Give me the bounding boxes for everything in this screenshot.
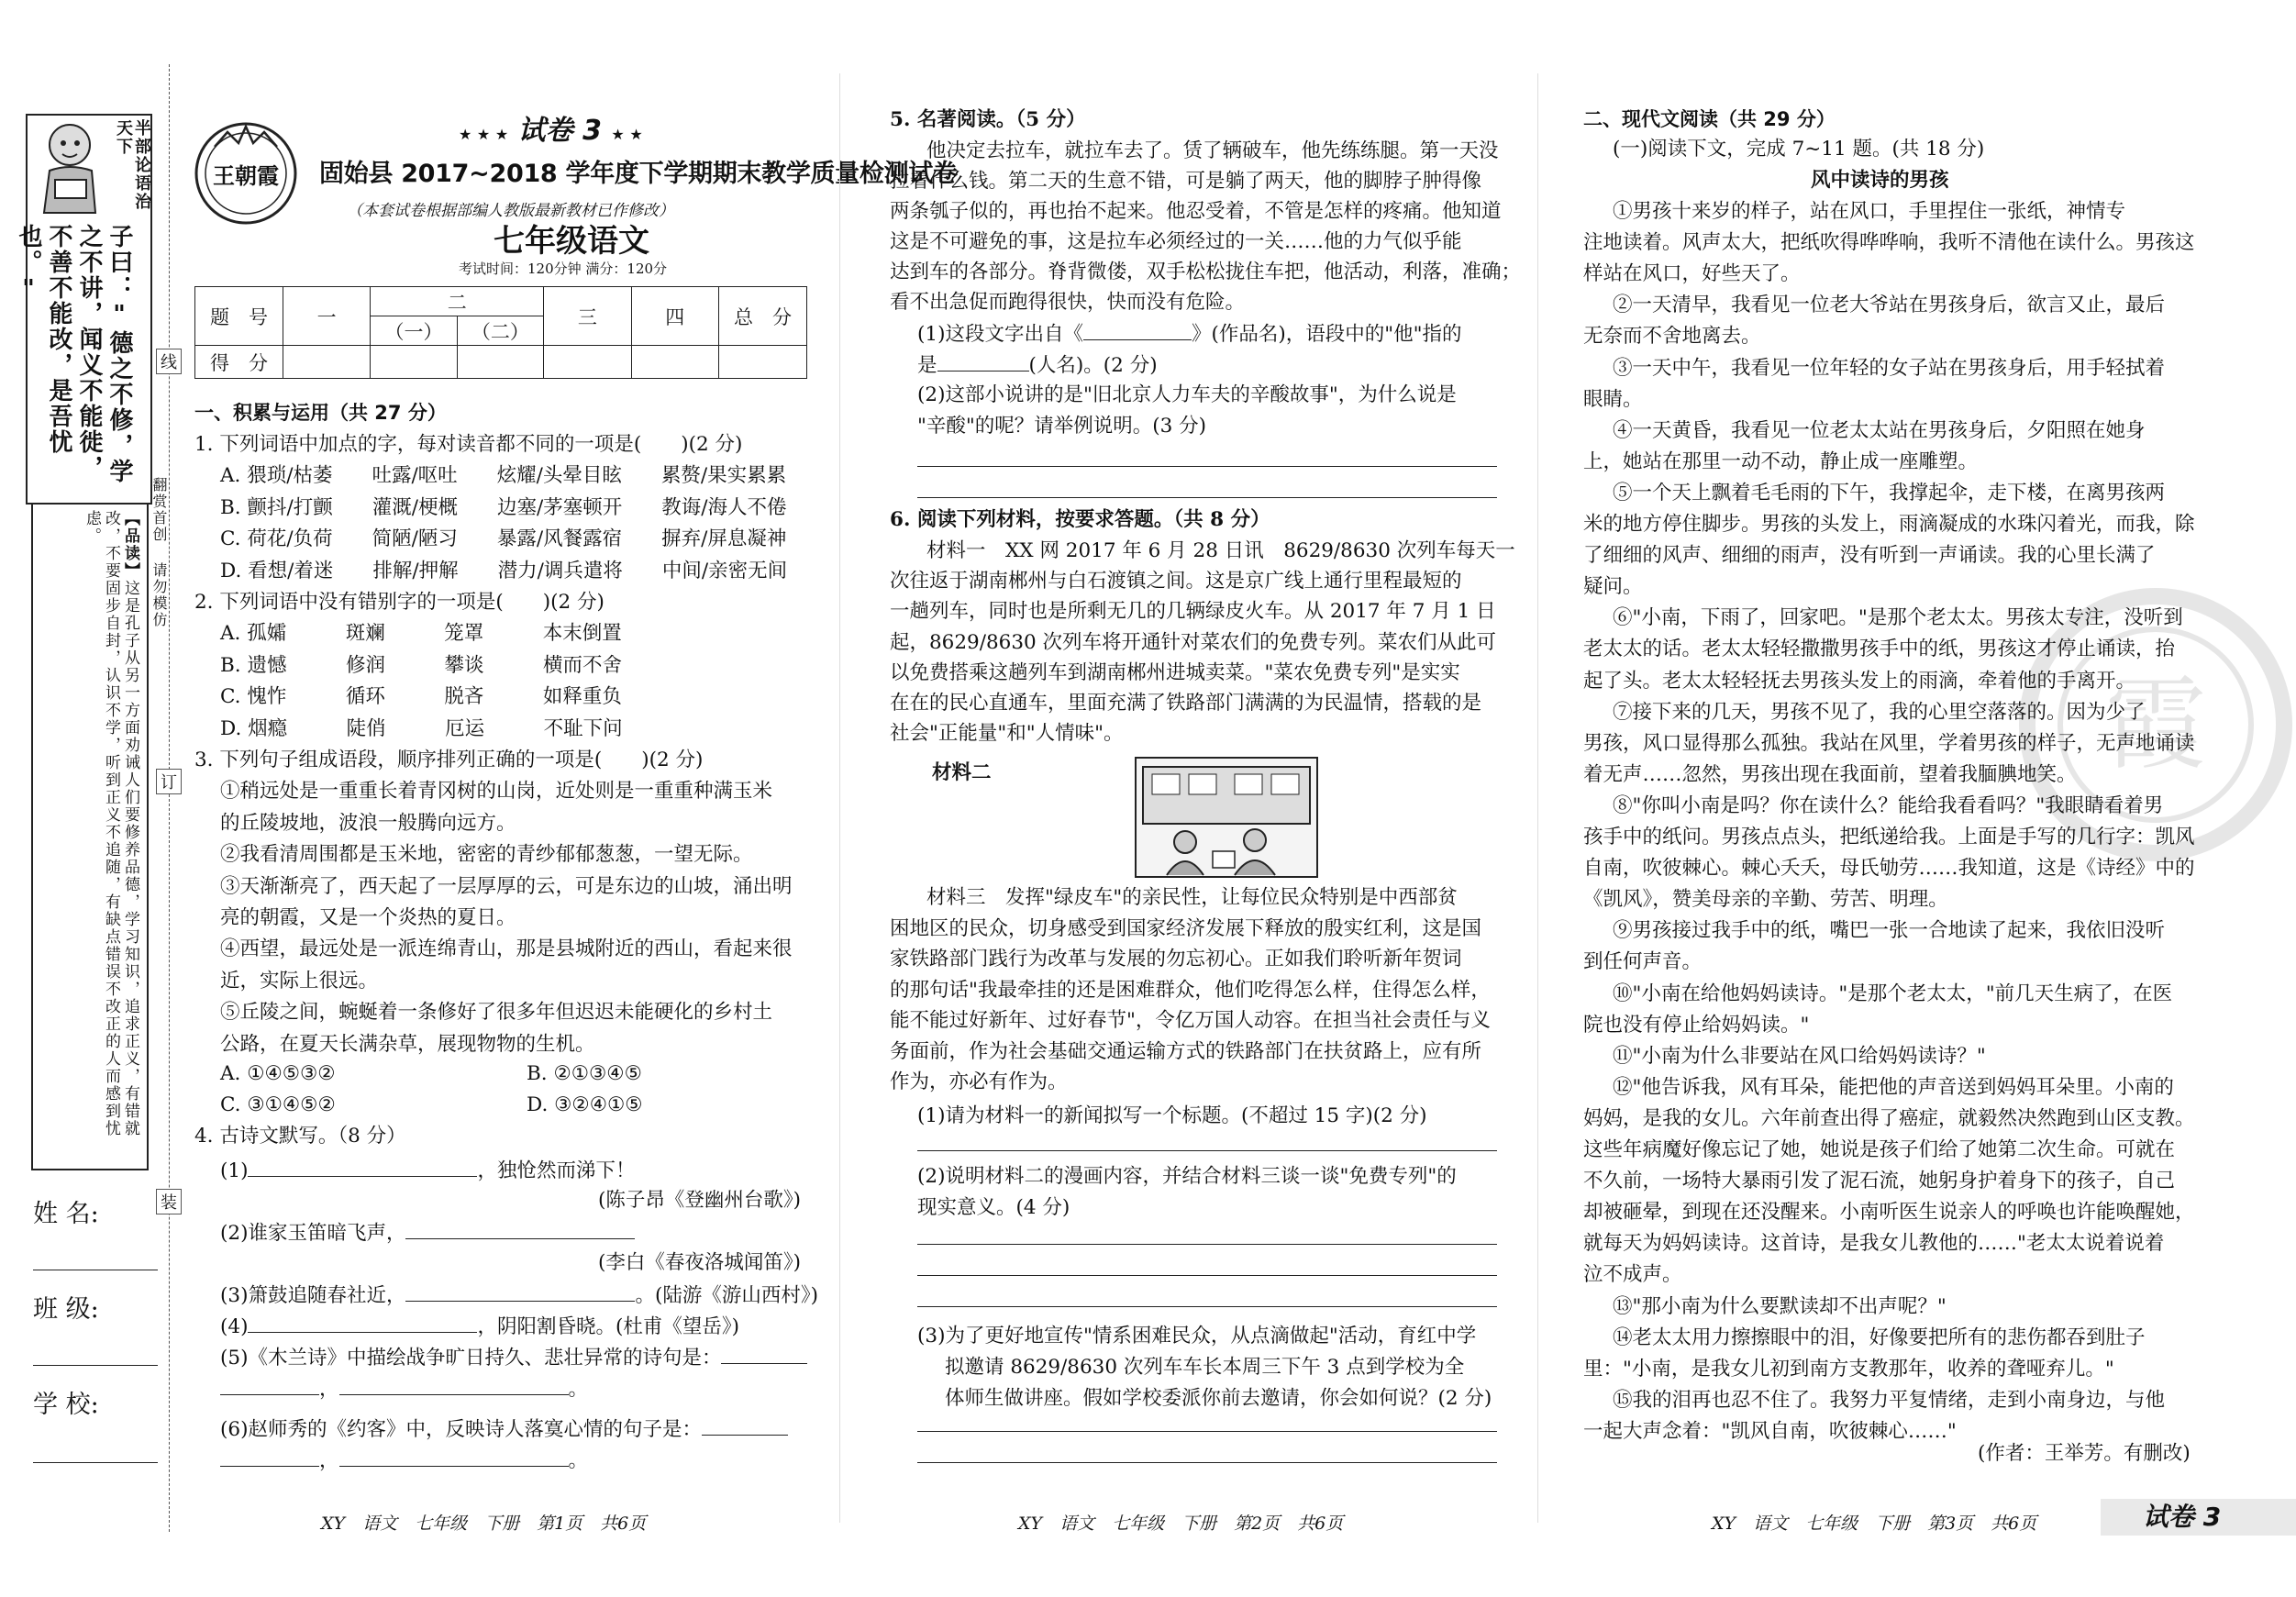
name-label: 姓 名: xyxy=(33,1200,99,1228)
svg-text:霞: 霞 xyxy=(2105,666,2206,783)
q4-1: (1) ，独怆然而涕下！ xyxy=(220,1159,636,1182)
q4-6: (6)赵师秀的《约客》中，反映诗人落寞心情的句子是： xyxy=(220,1418,788,1440)
text-line: 1. 下列词语中加点的字，每对读音都不同的一项是( )(2 分) xyxy=(194,433,743,456)
score-sub-2: （二） xyxy=(457,316,543,346)
text-line: 就每天为妈妈读诗。这首诗，是我女儿教他的……"老太太说着说着 xyxy=(1583,1232,2165,1256)
text-line: 孩手中的纸问。男孩点点头，把纸递给我。上面是手写的几行字：凯风 xyxy=(1583,826,2195,848)
q3-option-c: C. ③①④⑤② xyxy=(220,1093,336,1116)
score-sub-1: （一） xyxy=(371,316,457,346)
class-label: 班 级: xyxy=(33,1295,99,1324)
text-line: ⑥"小南，下雨了，回家吧。"是那个老太太。男孩太专注，没听到 xyxy=(1613,606,2183,630)
answer-line[interactable] xyxy=(917,1462,1497,1463)
column-divider xyxy=(1537,73,1538,1523)
text-line: 在在的民心直通车，里面充满了铁路部门满满的为民温情，搭载的是 xyxy=(890,692,1482,715)
text-line: 一起大声念着："凯风自南，吹彼棘心……" xyxy=(1583,1419,1957,1443)
answer-blank[interactable] xyxy=(248,1315,477,1333)
q5-2: (2)这部小说讲的是"旧北京人力车夫的辛酸故事"，为什么说是 xyxy=(917,383,1457,406)
score-cell[interactable] xyxy=(371,346,457,379)
q6-3: (3)为了更好地宣传"情系困难民众，从点滴做起"活动，育红中学 xyxy=(917,1325,1477,1347)
score-cell[interactable] xyxy=(719,346,807,379)
text-line: ⑫"他告诉我，风有耳朵，能把他的声音送到妈妈耳朵里。小南的 xyxy=(1613,1075,2174,1099)
edition-note: （本套试卷根据部编人教版最新教材已作修改） xyxy=(347,202,674,220)
answer-blank[interactable] xyxy=(220,1449,319,1467)
text-line: 无奈而不舍地离去。 xyxy=(1583,325,1761,349)
text-line: 样站在风口，好些天了。 xyxy=(1583,262,1801,286)
score-table xyxy=(194,286,807,379)
motto-label: 半部论语治天下 xyxy=(114,119,151,211)
text-line: 了细细的风声、细细的雨声，没有听到一声诵读。我的心里长满了 xyxy=(1583,544,2156,568)
q5-heading: 5. 名著阅读。（5 分） xyxy=(890,108,1086,131)
exam-time-info: 考试时间：120分钟 满分：120分 xyxy=(459,261,668,277)
text-line: 看不出急促而跑得很快，快而没有危险。 xyxy=(890,291,1246,314)
footer-badge-text: 试卷 3 xyxy=(2143,1502,2222,1532)
q6-1: (1)请为材料一的新闻拟写一个标题。(不超过 15 字)(2 分) xyxy=(917,1104,1427,1127)
score-header-3: 三 xyxy=(544,287,631,346)
answer-blank[interactable] xyxy=(937,354,1029,372)
answer-blank[interactable] xyxy=(339,1449,569,1467)
text-line: 自南，吹彼棘心。棘心夭夭，母氏劬劳……我知道，这是《诗经》中的 xyxy=(1583,857,2195,881)
fold-line xyxy=(169,64,170,1532)
class-field[interactable] xyxy=(33,1365,158,1366)
text-line: 一趟列车，同时也是所剩无几的几辆绿皮火车。从 2017 年 7 月 1 日 xyxy=(890,600,1496,624)
text-line: 老太太的话。老太太轻轻撒撒男孩手中的纸，男孩这才停止诵读，抬 xyxy=(1583,638,2176,661)
text-line: 近，实际上很远。 xyxy=(220,969,379,993)
pindu-label: 【品读】 xyxy=(121,510,139,580)
text-line: 米的地方停住脚步。男孩的头发上，雨滴凝成的水珠闪着光，而我，除 xyxy=(1583,513,2195,536)
text-line: ③一天中午，我看见一位年轻的女子站在男孩身后，用手轻拭着 xyxy=(1613,356,2166,380)
text-line: ④一天黄昏，我看见一位老太太站在男孩身后，夕阳照在她身 xyxy=(1613,418,2146,442)
score-cell[interactable] xyxy=(631,346,718,379)
fold-label-2: 订 xyxy=(156,769,182,794)
q4-5: (5)《木兰诗》中描绘战争旷日持久、悲壮异常的诗句是： xyxy=(220,1347,807,1369)
text-line: ⑭老太太用力擦擦眼中的泪，好像要把所有的悲伤都吞到肚子 xyxy=(1613,1325,2146,1349)
text-line: 家铁路部门践行为改革与发展的勿忘初心。正如我们聆听新年贺词 xyxy=(890,948,1462,970)
answer-blank[interactable] xyxy=(220,1378,319,1395)
answer-blank[interactable] xyxy=(248,1159,477,1177)
answer-line[interactable] xyxy=(917,1244,1497,1245)
text-line: 到任何声音。 xyxy=(1583,950,1703,974)
answer-line[interactable] xyxy=(917,1306,1497,1307)
q4-1-source: (陈子昂《登幽州台歌》) xyxy=(598,1189,802,1212)
text-line: ⑬"那小南为什么要默读却不出声呢？" xyxy=(1613,1294,1947,1318)
text-line: 达到车的各部分。脊背微偻，双手松松拢住车把，他活动，利落，准确； xyxy=(890,261,1522,283)
answer-blank[interactable] xyxy=(1083,323,1192,340)
answer-blank[interactable] xyxy=(702,1418,788,1436)
text-line: 里："小南，是我女儿初到南方支教那年，收养的聋哑弃儿。" xyxy=(1583,1357,2114,1381)
answer-blank[interactable] xyxy=(339,1378,569,1395)
svg-text:王朝霞: 王朝霞 xyxy=(213,162,279,189)
score-row-label: 得 分 xyxy=(195,346,283,379)
answer-line[interactable] xyxy=(917,497,1497,498)
answer-blank[interactable] xyxy=(721,1347,807,1364)
text-line: 这是不可避免的事，这是拉车必须经过的一关……他的力气似乎能 xyxy=(890,230,1462,253)
q3-option-a: A. ①④⑤③② xyxy=(220,1062,336,1085)
q5-1: (1)这段文字出自《 》(作品名)，语段中的"他"指的 xyxy=(917,323,1462,346)
text-line: 作为，亦必有作为。 xyxy=(890,1070,1068,1093)
text-line: 却被砸晕，到现在还没醒来。小南听医生说亲人的呼唤也许能唤醒她， xyxy=(1583,1201,2195,1225)
text-line: 不久前，一场特大暴雨引发了泥石流，她躬身护着身下的孩子，自己 xyxy=(1583,1170,2176,1193)
article-title: 风中读诗的男孩 xyxy=(1811,169,1949,192)
q6-heading: 6. 阅读下列材料，按要求答题。（共 8 分） xyxy=(890,508,1270,531)
text-line: ⑦接下来的几天，男孩不见了，我的心里空落落的。因为少了 xyxy=(1613,700,2146,724)
answer-blank[interactable] xyxy=(405,1284,635,1302)
star-icon: ★ ★ ★ xyxy=(459,126,509,143)
school-label: 学 校: xyxy=(33,1391,99,1419)
page-footer-3: XY 语文 七年级 下册 第3页 共6页 xyxy=(1712,1514,2037,1534)
score-header-4: 四 xyxy=(631,287,718,346)
section-1-heading: 一、积累与运用（共 27 分） xyxy=(194,402,447,424)
answer-line[interactable] xyxy=(917,1431,1497,1432)
text-line: ③天渐渐亮了，西天起了一层厚厚的云，可是东边的山坡，涌出明 xyxy=(220,874,793,898)
article-author: (作者：王举芳。有删改) xyxy=(1978,1442,2191,1465)
text-line: ②一天清早，我看见一位老大爷站在男孩身后，欲言又止，最后 xyxy=(1613,294,2166,317)
subject-title: 七年级语文 xyxy=(494,223,649,260)
exam-title: 固始县 2017~2018 学年度下学期期末教学质量检测试卷 xyxy=(319,160,958,188)
column-divider xyxy=(839,73,840,1523)
train-cartoon-icon xyxy=(1134,756,1319,879)
q5-1b: 是 (人名)。(2 分) xyxy=(917,354,1158,377)
fold-label-1: 线 xyxy=(156,349,182,374)
score-header-total: 总 分 xyxy=(719,287,807,346)
text-line: 着无声……忽然，男孩出现在我面前，望着我腼腆地笑。 xyxy=(1583,762,2077,786)
text-line: 男孩，风口显得那么孤独。我站在风里，学着男孩的样子，无声地诵读 xyxy=(1583,731,2195,755)
school-field[interactable] xyxy=(33,1462,158,1463)
q6-2b: 现实意义。(4 分) xyxy=(917,1196,1070,1219)
score-header-2: 二 xyxy=(371,287,544,316)
side-note: 翻赏首创 请勿模仿 xyxy=(150,477,168,628)
q6-3b: 拟邀请 8629/8630 次列车车长本周三下午 3 点到学校为全 xyxy=(945,1356,1465,1379)
text-line: 《凯风》，赞美母亲的辛勤、劳苦、明理。 xyxy=(1583,888,1948,912)
text-line: 亮的朝霞，又是一个炎热的夏日。 xyxy=(220,906,516,929)
text-line: 次往返于湖南郴州与白石渡镇之间。这是京广线上通行里程最短的 xyxy=(890,570,1462,593)
q4-4: (4) ，阴阳割昏晓。(杜甫《望岳》) xyxy=(220,1315,739,1338)
q4-2: (2)谁家玉笛暗飞声， xyxy=(220,1222,635,1244)
text-line: 的那句话"我最牵挂的还是困难群众，他们吃得怎么样，住得怎么样， xyxy=(890,978,1491,1002)
text-line: 上，她站在那里一动不动，静止成一座雕塑。 xyxy=(1583,449,1979,473)
fold-label-3: 装 xyxy=(156,1189,182,1214)
confucius-quote: 子曰："德之不修，学之不讲，闻义不能徙，不善不能改，是吾忧也。" xyxy=(15,224,133,484)
answer-line[interactable] xyxy=(917,1150,1497,1151)
text-line: B. 遗憾 修润 攀谈 横而不舍 xyxy=(220,653,622,677)
text-line: ①男孩十来岁的样子，站在风口，手里捏住一张纸，神情专 xyxy=(1613,200,2126,223)
text-line: ①稍远处是一重重长着青冈树的山岗，近处则是一重重种满玉米 xyxy=(220,780,773,804)
q5-2b: "辛酸"的呢？请举例说明。(3 分) xyxy=(917,415,1207,438)
paper-number: ★ ★ ★ 试卷 3 ★ ★ xyxy=(459,115,643,147)
text-line: 他决定去拉车，就拉车去了。赁了辆破车，他先练练腿。第一天没 xyxy=(926,139,1499,162)
text-line: A. 猥琐/枯萎 吐露/呕吐 炫耀/头晕目眩 累赘/果实累累 xyxy=(220,464,787,488)
answer-blank[interactable] xyxy=(405,1222,635,1239)
text-line: 眼睛。 xyxy=(1583,387,1643,411)
text-line: ⑪"小南为什么非要站在风口给妈妈读诗？" xyxy=(1613,1044,1986,1068)
text-line: 两条瓠子似的，再也抬不起来。他忍受着，不管是怎样的疼痛。他知道 xyxy=(890,200,1502,223)
text-line: 注地读着。风声太大，把纸吹得哗哗响，我听不清他在读什么。男孩这 xyxy=(1583,231,2195,255)
text-line: 的丘陵坡地，波浪一般腾向远方。 xyxy=(220,811,516,835)
q4-2-source: (李白《春夜洛城闻笛》) xyxy=(598,1251,802,1274)
text-line: 3. 下列句子组成语段，顺序排列正确的一项是( )(2 分) xyxy=(194,749,704,771)
text-line: C. 荷花/负荷 简陋/陋习 暴露/风餐露宿 摒弃/屏息凝神 xyxy=(220,527,787,551)
text-line: 以免费搭乘这趟列车到湖南郴州进城卖菜。"菜农免费专列"是实实 xyxy=(890,660,1460,684)
text-line: C. 愧怍 循环 脱吝 如释重负 xyxy=(220,685,622,709)
text-line: ⑨男孩接过我手中的纸，嘴巴一张一合地读了起来，我依旧没听 xyxy=(1613,919,2166,943)
q4-3: (3)箫鼓追随春社近， 。(陆游《游山西村》) xyxy=(220,1284,818,1307)
text-line: ④西望，最远处是一派连绵青山，那是县城附近的西山，看起来很 xyxy=(220,937,793,961)
score-cell[interactable] xyxy=(544,346,631,379)
page-footer-2: XY 语文 七年级 下册 第2页 共6页 xyxy=(1018,1514,1344,1534)
text-line: D. 烟瘾 陡俏 厄运 不耻下问 xyxy=(220,716,623,740)
text-line: ⑩"小南在给他妈妈读诗。"是那个老太太，"前几天生病了，在医 xyxy=(1613,981,2173,1005)
text-line: D. 看想/着迷 排解/押解 潜力/调兵遣将 中间/亲密无间 xyxy=(220,559,788,582)
brand-logo-icon xyxy=(191,119,301,227)
q6-2: (2)说明材料二的漫画内容，并结合材料三谈一谈"免费专列"的 xyxy=(917,1165,1457,1188)
q4-5-line2: ， 。 xyxy=(220,1378,588,1400)
text-line: 院也没有停止给妈妈读。" xyxy=(1583,1013,1810,1037)
text-line: ⑧"你叫小南是吗？你在读什么？能给我看看吗？"我眼睛看着男 xyxy=(1613,793,2164,817)
material-2-label: 材料二 xyxy=(932,761,992,784)
text-line: 公路，在夏天长满杂草，展现物物的生机。 xyxy=(220,1032,595,1056)
text-line: 拉着什么钱。第二天的生意不错，可是躺了两天，他的脚脖子肿得像 xyxy=(890,170,1482,193)
text-line: ⑮我的泪再也忍不住了。我努力平复情绪，走到小南身边，与他 xyxy=(1613,1388,2166,1412)
text-line: A. 孤孀 斑斓 笼罩 本末倒置 xyxy=(220,622,622,646)
text-line: B. 颤抖/打颤 灌溉/梗概 边塞/茅塞顿开 教诲/海人不倦 xyxy=(220,495,787,519)
score-cell[interactable] xyxy=(283,346,370,379)
q4-6-line2: ， 。 xyxy=(220,1449,588,1471)
text-line: ②我看清周围都是玉米地，密密的青纱郁郁葱葱，一望无际。 xyxy=(220,843,753,867)
q3-option-b: B. ②①③④⑤ xyxy=(527,1062,642,1085)
boy-reading-icon xyxy=(31,117,114,218)
text-line: 2. 下列词语中没有错别字的一项是( )(2 分) xyxy=(194,591,605,614)
text-line: ⑤丘陵之间，蜿蜒着一条修好了很多年但迟迟未能硬化的乡村土 xyxy=(220,1001,773,1025)
text-line: 能不能过好新年、过好春节"，令亿万国人动容。在担当社会责任与义 xyxy=(890,1009,1491,1032)
answer-line[interactable] xyxy=(917,466,1497,467)
text-line: 这些年病魔好像忘记了她，她说是孩子们给了她第二次生命。可就在 xyxy=(1583,1138,2176,1161)
star-icon: ★ ★ xyxy=(611,126,643,143)
answer-line[interactable] xyxy=(917,1275,1497,1276)
section-2-heading: 二、现代文阅读（共 29 分） xyxy=(1583,108,1836,130)
text-line: ⑤一个天上飘着毛毛雨的下午，我撑起伞，走下楼，在离男孩两 xyxy=(1613,481,2166,505)
q4-heading: 4. 古诗文默写。（8 分） xyxy=(194,1125,406,1148)
score-header-no: 题 号 xyxy=(195,287,283,346)
score-cell[interactable] xyxy=(457,346,543,379)
text-line: 材料一 XX 网 2017 年 6 月 28 日讯 8629/8630 次列车每天一 xyxy=(926,539,1515,562)
text-line: 务面前，作为社会基础交通运输方式的铁路部门在扶贫路上，应有所 xyxy=(890,1039,1482,1063)
text-line: 疑问。 xyxy=(1583,575,1643,599)
pindu-text: 【品读】这是孔子从另一方面劝诫人们要修养品德，学习知识，追求正义，有错就改，不要固步自封，认识不学，听到正义不追随，有缺点错误不改正的人而感到忧虑。 xyxy=(83,510,139,1137)
sub-section-1: (一)阅读下文，完成 7~11 题。(共 18 分) xyxy=(1613,138,1985,161)
text-line: 起，8629/8630 次列车将开通针对菜农们的免费专列。菜农们从此可 xyxy=(890,630,1497,654)
text-line: 起了头。老太太轻轻抚去男孩头发上的雨滴，牵着他的手离开。 xyxy=(1583,669,2136,693)
text-line: 困地区的民众，切身感受到国家经济发展下释放的殷实红利，这是国 xyxy=(890,916,1482,940)
text-line: 社会"正能量"和"人情味"。 xyxy=(890,722,1124,746)
text-line: 泣不成声。 xyxy=(1583,1263,1682,1287)
score-header-1: 一 xyxy=(283,287,370,346)
text-line: 妈妈，是我的女儿。六年前查出得了癌症，就毅然决然跑到山区支教。 xyxy=(1583,1106,2195,1130)
page-footer-1: XY 语文 七年级 下册 第1页 共6页 xyxy=(321,1514,647,1534)
q3-option-d: D. ③②④①⑤ xyxy=(527,1093,643,1116)
text-line: 材料三 发挥"绿皮车"的亲民性，让每位民众特别是中西部贫 xyxy=(926,886,1458,909)
q6-3c: 体师生做讲座。假如学校委派你前去邀请，你会如何说？(2 分) xyxy=(945,1387,1492,1410)
